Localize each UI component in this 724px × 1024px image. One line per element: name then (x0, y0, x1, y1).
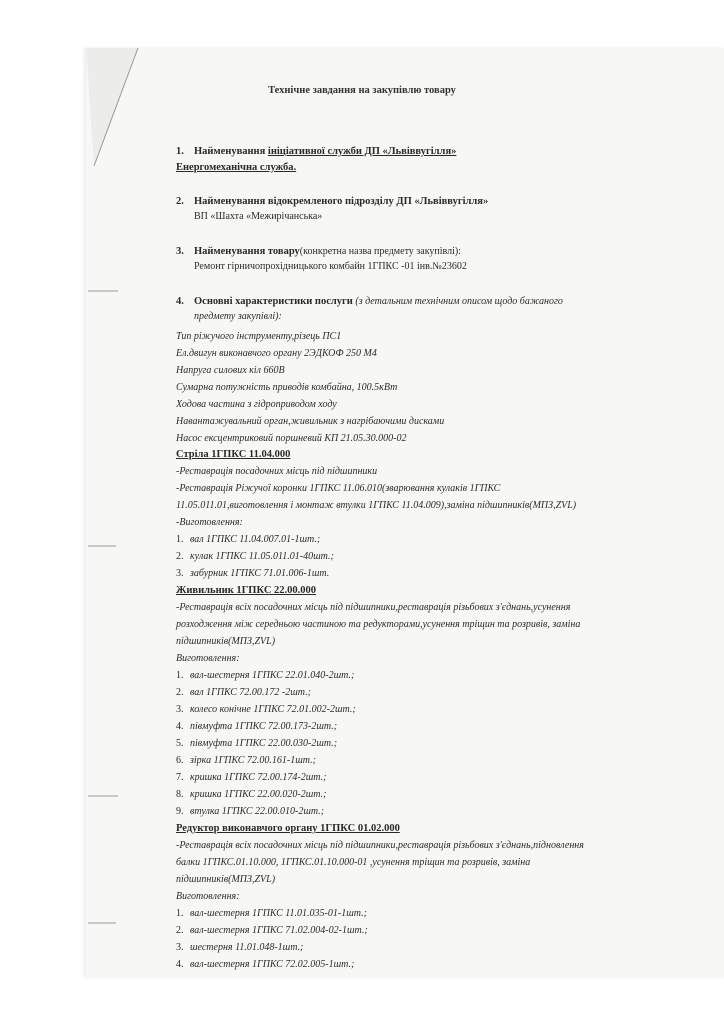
section-number: 3. (176, 246, 184, 257)
zhyvylnyk-item: 8. кришка 1ГПКС 22.00.020-2шт.; (176, 789, 327, 800)
page-fold-shadow (86, 48, 166, 168)
characteristic-line: Ходова частина з гідроприводом ходу (176, 399, 337, 410)
scan-mark (88, 545, 116, 547)
section-3-value: Ремонт гірничопрохідницького комбайн 1ГПКС -01 інв.№23602 (194, 261, 467, 272)
section-4-heading (176, 294, 563, 310)
section-3-heading (176, 244, 461, 260)
section-2-value: ВП «Шахта «Межирічанська» (194, 211, 323, 222)
section-number: 1. (176, 146, 184, 157)
reductor-line: підшипників(МПЗ,ZVL) (176, 874, 276, 885)
section-note: (з детальним технічним описом щодо бажаного (352, 296, 563, 307)
section-2-heading (176, 194, 488, 210)
section-heading: Найменування товару (194, 246, 300, 257)
strila-item: 3. забурник 1ГПКС 71.01.006-1шт. (176, 568, 330, 579)
section-heading: Основні характеристики послуги (194, 296, 353, 307)
section-1-heading (176, 144, 456, 160)
reductor-line: Виготовлення: (176, 891, 240, 902)
characteristic-line: Ел.двигун виконавчого органу 2ЭДКОФ 250 М4 (176, 348, 377, 359)
characteristic-line: Тип ріжучого інструменту,різець ПС1 (176, 331, 342, 342)
zhyvylnyk-item: 5. півмуфта 1ГПКС 22.00.030-2шт.; (176, 738, 338, 749)
section-number: 2. (176, 196, 184, 207)
scan-mark (88, 290, 118, 292)
zhyvylnyk-line: підшипників(МПЗ,ZVL) (176, 636, 276, 647)
reductor-heading: Редуктор виконавчого органу 1ГПКС 01.02.000 (176, 823, 400, 834)
strila-line: 11.05.011.01,виготовлення і монтаж втулки 1ГПКС 11.04.009),заміна підшипників(МПЗ,ZVL) (176, 500, 577, 511)
reductor-line: балки 1ГПКС.01.10.000, 1ГПКС.01.10.000-01 ,усунення тріщин та розривів, заміна (176, 857, 531, 868)
zhyvylnyk-item: 7. кришка 1ГПКС 72.00.174-2шт.; (176, 772, 327, 783)
characteristic-line: Навантажувальний орган,живильник з нагрібаючими дисками (176, 416, 445, 427)
section-4-note-cont: предмету закупівлі): (194, 311, 282, 322)
strila-item: 1. вал 1ГПКС 11.04.007.01-1шт.; (176, 534, 321, 545)
section-1-value: Енергомеханічна служба. (176, 162, 297, 173)
zhyvylnyk-item: 3. колесо конічне 1ГПКС 72.01.002-2шт.; (176, 704, 356, 715)
reductor-item: 2. вал-шестерня 1ГПКС 71.02.004-02-1шт.; (176, 925, 368, 936)
zhyvylnyk-item: 2. вал 1ГПКС 72.00.172 -2шт.; (176, 687, 311, 698)
document-title: Технічне завдання на закупівлю товару (268, 85, 456, 96)
scan-mark (88, 795, 118, 797)
strila-item: 2. кулак 1ГПКС 11.05.011.01-40шт.; (176, 551, 334, 562)
zhyvylnyk-line: -Реставрація всіх посадочних місць під підшипники,реставрація різьбових з'єднань,усунення (176, 602, 571, 613)
zhyvylnyk-item: 6. зірка 1ГПКС 72.00.161-1шт.; (176, 755, 316, 766)
zhyvylnyk-heading: Живильник 1ГПКС 22.00.000 (176, 585, 317, 596)
zhyvylnyk-item: 1. вал-шестерня 1ГПКС 22.01.040-2шт.; (176, 670, 355, 681)
reductor-item: 3. шестерня 11.01.048-1шт.; (176, 942, 304, 953)
section-heading: Найменування (194, 146, 268, 157)
characteristic-line: Сумарна потужність приводів комбайна, 100.5кВт (176, 382, 398, 393)
strila-line: -Виготовлення: (176, 517, 243, 528)
section-heading: Найменування відокремленого підрозділу ДП «Львіввугілля» (194, 196, 489, 207)
zhyvylnyk-item: 4. півмуфта 1ГПКС 72.00.173-2шт.; (176, 721, 338, 732)
section-note: (конкретна назва предмету закупівлі): (299, 246, 462, 257)
reductor-item: 4. вал-шестерня 1ГПКС 72.02.005-1шт.; (176, 959, 355, 970)
reductor-item: 1. вал-шестерня 1ГПКС 11.01.035-01-1шт.; (176, 908, 367, 919)
zhyvylnyk-item: 9. втулка 1ГПКС 22.00.010-2шт.; (176, 806, 325, 817)
characteristic-line: Насос ексцентриковий поршневий КП 21.05.30.000-02 (176, 433, 407, 444)
scan-mark (88, 922, 116, 924)
strila-heading: Стріла 1ГПКС 11.04.000 (176, 449, 291, 460)
reductor-line: -Реставрація всіх посадочних місць під підшипники,реставрація різьбових з'єднань,підновлення (176, 840, 584, 851)
strila-line: -Реставрація посадочних місць під підшипники (176, 466, 378, 477)
section-heading-underlined: ініціативної служби ДП «Львіввугілля» (267, 146, 457, 157)
section-number: 4. (176, 296, 184, 307)
characteristic-line: Напруга силових кіл 660В (176, 365, 285, 376)
strila-line: -Реставрація Ріжучої коронки 1ГПКС 11.06.010(зварювання кулаків 1ГПКС (176, 483, 501, 494)
scanned-page (86, 48, 724, 978)
zhyvylnyk-line: Виготовлення: (176, 653, 240, 664)
zhyvylnyk-line: розходження між середньою частиною та редукторами,усунення тріщин та розривів, заміна (176, 619, 581, 630)
